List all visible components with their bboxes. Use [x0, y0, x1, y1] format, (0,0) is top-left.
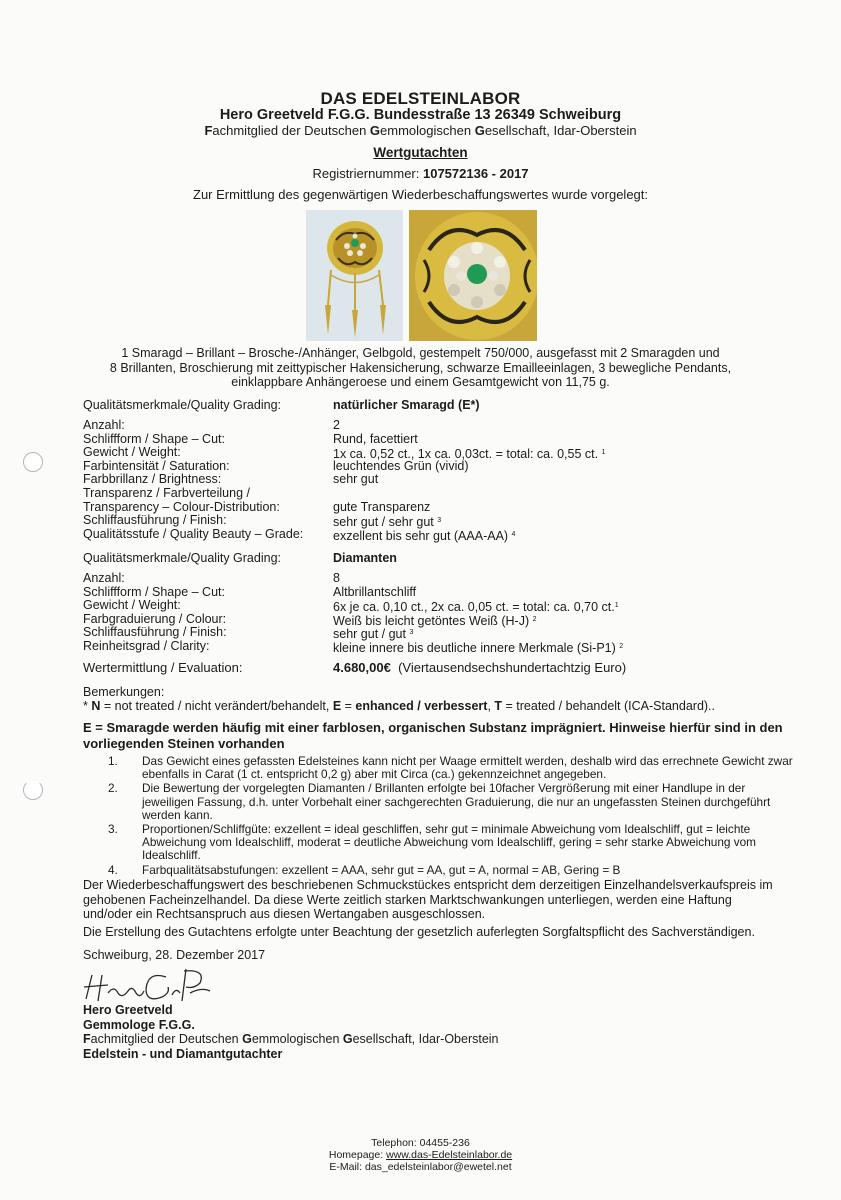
lab-address: Hero Greetveld F.G.G. Bundesstraße 13 26349 Schweiburg: [219, 107, 622, 123]
remarks: Bemerkungen: * N = not treated / nicht verändert/behandelt, E = enhanced / verbessert, T = treated / behandelt (ICA-Standard)..: [83, 685, 716, 713]
punch-hole-bottom: [23, 780, 43, 800]
footnote: 2. Die Bewertung der vorgelegten Diamanten / Brillanten erfolgte bei 10facher Vergrößerung mit einer Handlupe in der jeweiligen Fassung, d.h. unter Vorbehalt einer sachgerechten Graduierung, die nur an ungefassten Steinen durchgeführt werden kann.: [108, 781, 771, 822]
footnote: 1. Das Gewicht eines gefassten Edelsteines kann nicht per Waage ermittelt werden, deshalb wird das errechnete Gewicht zwar ebenfalls in Carat (1 ct. entspricht 0,2 g) aber mit Circa (ca.) gekennzeichnet angegeben.: [108, 754, 793, 782]
document-title: Wertgutachten: [373, 145, 468, 160]
footnote: 3. Proportionen/Schliffgüte: exzellent = ideal geschliffen, sehr gut = minimale Abweichung vom Idealschliff, gut = leichte Abweichung vom Idealschliff, moderat = deutliche Abweichung vom Idealschliff, gering = sehr starke Abweichung vom Idealschliff.: [108, 822, 757, 863]
evaluation-words: (Viertausendsechshundertachtzig Euro): [390, 660, 627, 675]
email: E-Mail: das_edelsteinlabor@ewetel.net: [329, 1161, 512, 1173]
punch-hole-top: [23, 452, 43, 472]
lab-membership: Fachmitglied der Deutschen Gemmologischen Gesellschaft, Idar-Oberstein: [204, 123, 637, 138]
lab-name: DAS EDELSTEINLABOR: [320, 89, 521, 108]
diligence-statement: Die Erstellung des Gutachtens erfolgte unter Beachtung der gesetzlich auferlegten Sorgfaltspflicht des Sachverständigen.: [83, 925, 755, 939]
evaluation-amount: 4.680,00€: [333, 660, 391, 675]
signature-block: [83, 1003, 499, 1061]
item-description: 1 Smaragd – Brillant – Brosche-/Anhänger, Gelbgold, gestempelt 750/000, ausgefasst mit 2 Smaragden und 8 Brillanten, Broschierung mit zeittypischer Hakensicherung, schwarze Emailleeinlagen, 3 bewegliche Pendants, einklappbare Anhängeroese und einem Gesamtgewicht von 11,75 g.: [109, 346, 732, 389]
registration-number: Registriernummer: 107572136 - 2017: [312, 166, 529, 181]
brooch-closeup-photo: [409, 210, 537, 341]
emerald-heading: natürlicher Smaragd (E*): [333, 398, 480, 412]
signer-title: Edelstein - und Diamantgutachter: [83, 1046, 283, 1061]
handwritten-signature: [78, 965, 218, 1007]
footnotes: [108, 755, 798, 878]
footer-contact: Telephon: 04455-236 Homepage: www.das-Edelsteinlabor.de E-Mail: das_edelsteinlabor@ewetel.net: [0, 1137, 841, 1173]
signer-name: Hero Greetveld: [83, 1003, 173, 1017]
footnote: 4. Farbqualitätsabstufungen: exzellent = AAA, sehr gut = AA, gut = A, normal = AB, Gering = B: [108, 862, 621, 877]
diamond-heading: Diamanten: [333, 551, 397, 565]
homepage-link[interactable]: www.das-Edelsteinlabor.de: [386, 1149, 513, 1161]
place-date: Schweiburg, 28. Dezember 2017: [83, 948, 266, 962]
disclaimer: Der Wiederbeschaffungswert des beschriebenen Schmuckstückes entspricht dem derzeitigen Einzelhandelsverkaufspreis im gehobenen Facheinzelhandel. Da diese Werte zeitlich starken Marktschwankungen unterliegen, werden eine Haftung und/oder ein Rechtsanspruch aus diesen Wertangaben ausgeschlossen.: [83, 878, 773, 921]
evaluation-label: Wertermittlung / Evaluation:: [83, 660, 243, 675]
intro-text: Zur Ermittlung des gegenwärtigen Wiederbeschaffungswertes wurde vorgelegt:: [193, 187, 648, 202]
emerald-treatment-note: E = Smaragde werden häufig mit einer farblosen, organischen Substanz imprägniert. Hinweise hierfür sind in den vorliegenden Steinen vorhanden: [83, 720, 783, 751]
signer-membership: Fachmitglied der Deutschen Gemmologischen Gesellschaft, Idar-Oberstein: [83, 1032, 499, 1046]
phone: Telephon: 04455-236: [371, 1137, 470, 1149]
brooch-photo: [306, 210, 403, 341]
evaluation: [83, 660, 627, 675]
signer-role: Gemmologe F.G.G.: [83, 1017, 195, 1032]
